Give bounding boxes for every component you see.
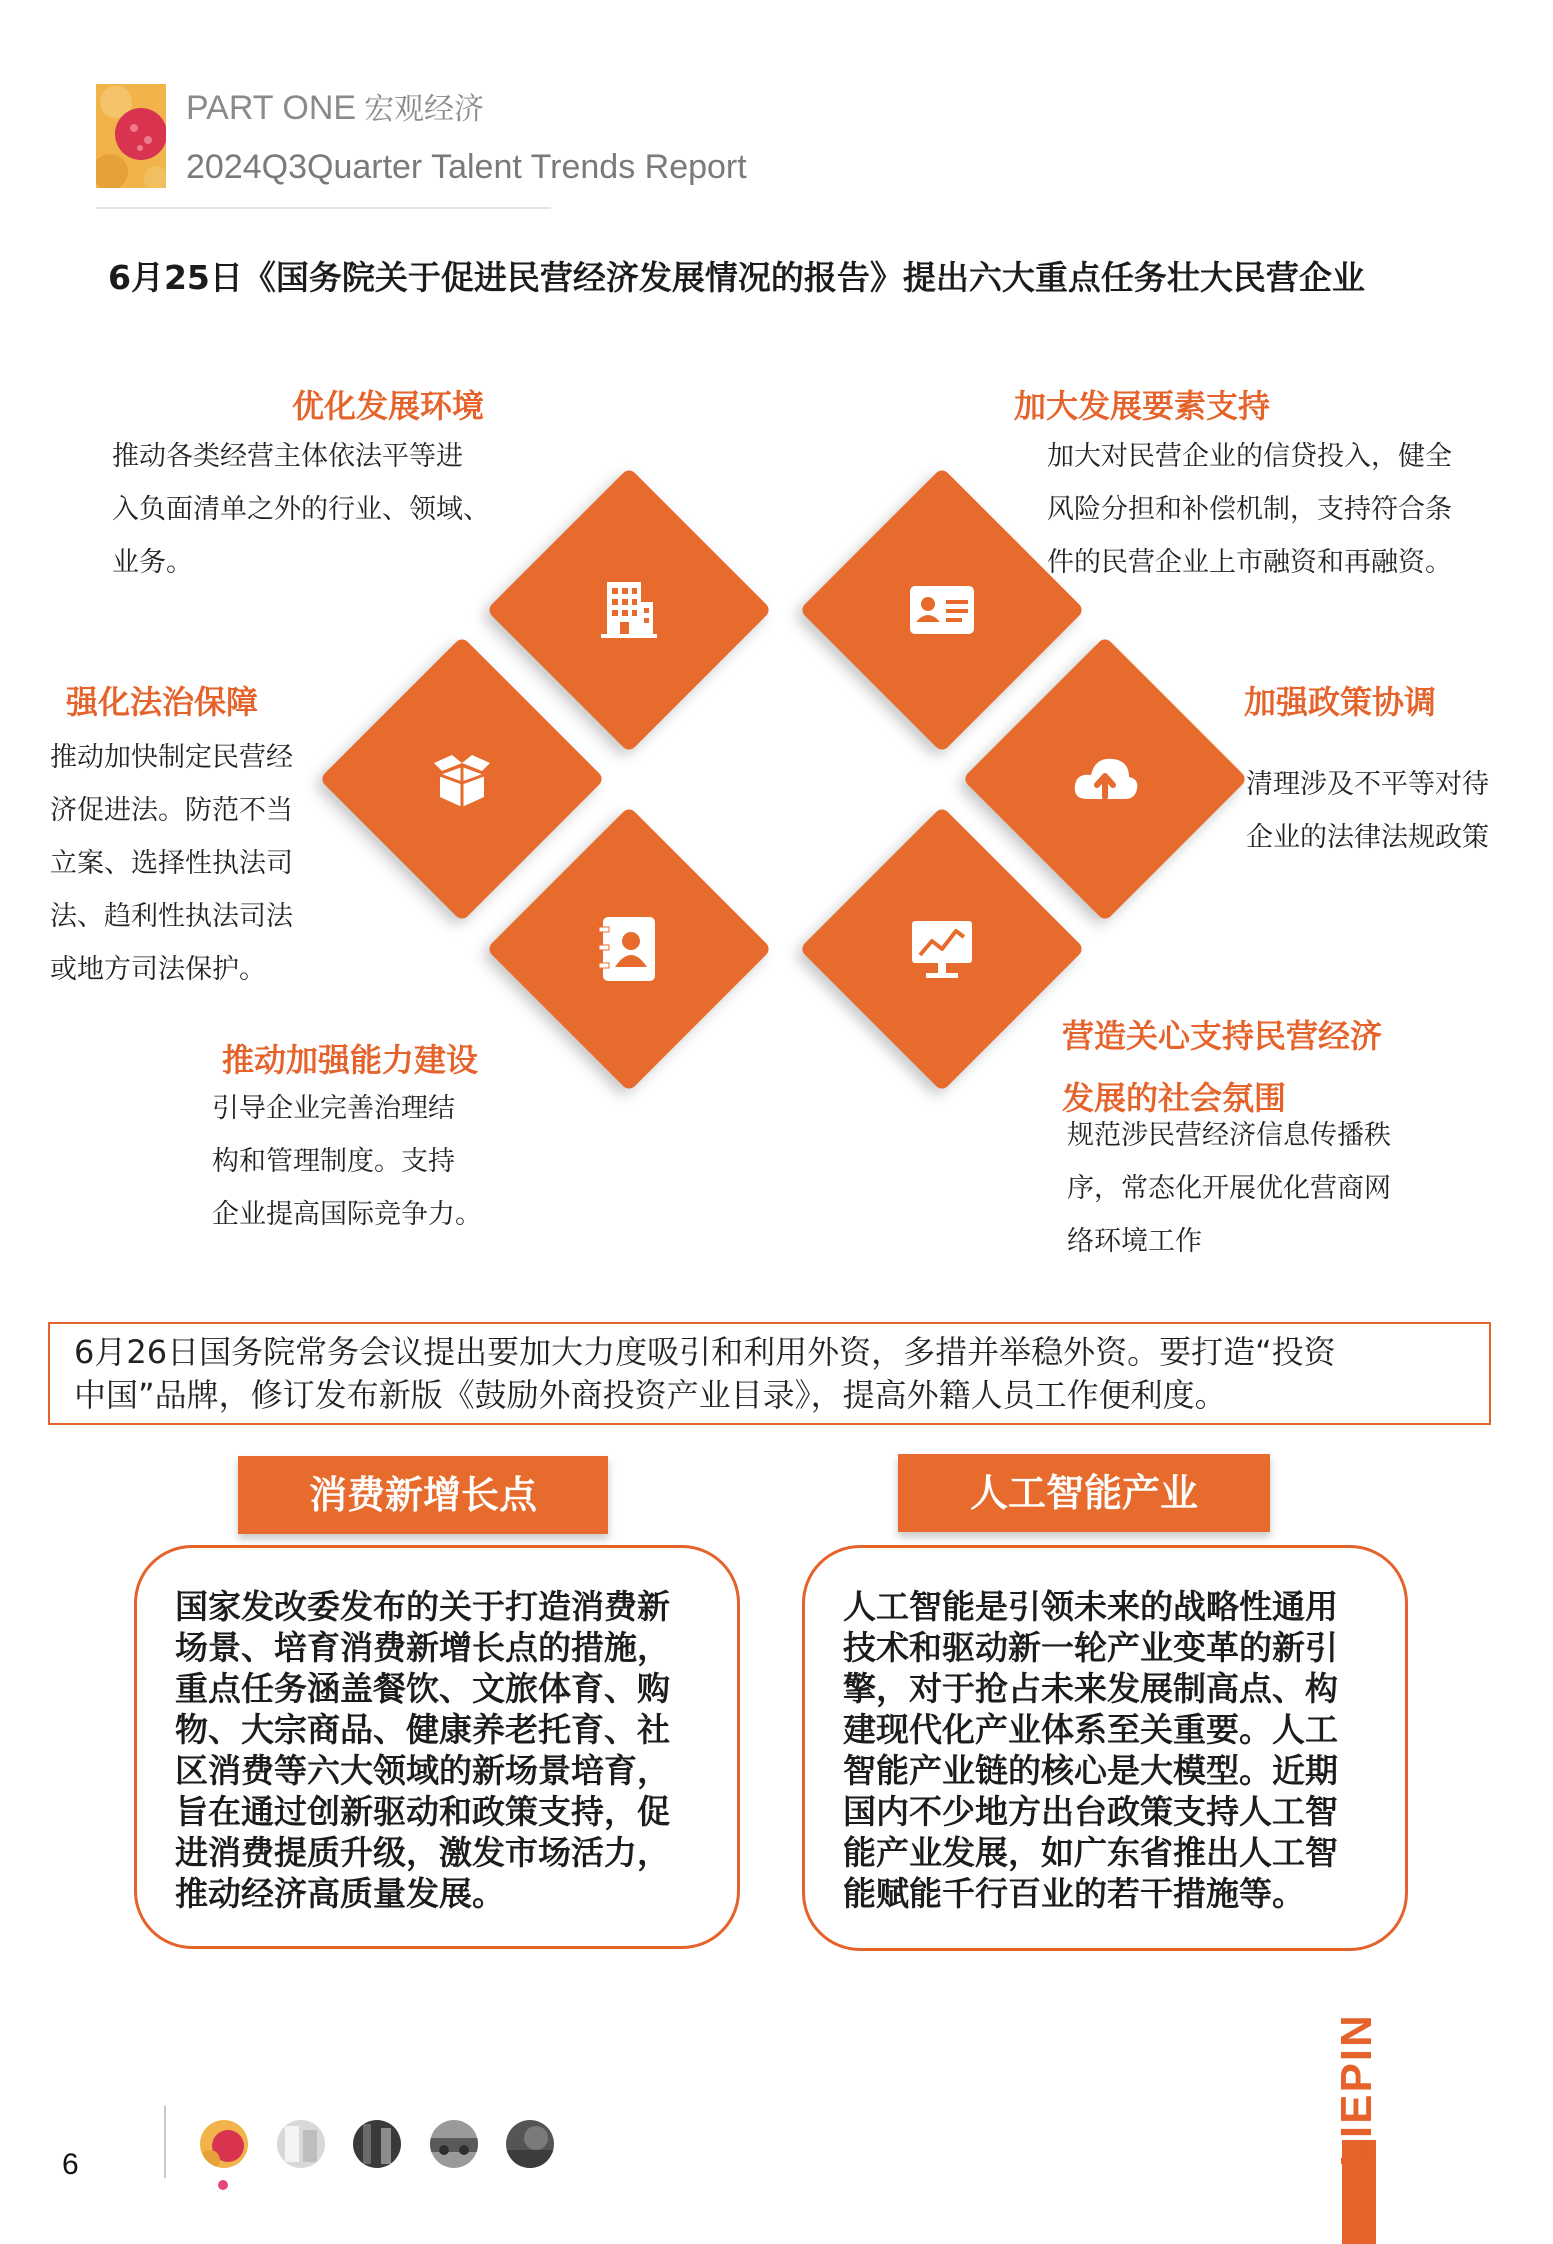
- item-optimize-title: 优化发展环境: [292, 387, 485, 425]
- ai-industry-card: 人工智能是引领未来的战略性通用 技术和驱动新一轮产业变革的新引 擎，对于抢占未来发展制高点、构 建现代化产业体系至关重要。人工 智能产业链的核心是大模型。近期 国内不少地方出台政策支持人工智 能产业发展，如广东省推出人工智 能赋能千行百业的若干措施等。: [802, 1545, 1408, 1951]
- open-box-icon: [426, 743, 498, 815]
- contact-book-icon: [593, 913, 665, 985]
- item-policy-body: 清理涉及不平等对待 企业的法律法规政策: [1246, 769, 1489, 853]
- id-card-icon: [906, 574, 978, 646]
- item-policy-title: 加强政策协调: [1244, 683, 1437, 721]
- item-atmosphere-body: 规范涉民营经济信息传播秩 序，常态化开展优化营商网 络环境工作: [1067, 1120, 1391, 1257]
- item-atmosphere-title: 营造关心支持民营经济 发展的社会氛围: [1062, 1017, 1383, 1117]
- brand-logo: LIEPIN: [1332, 2013, 1381, 2167]
- nav-thumb-5[interactable]: [506, 2120, 554, 2168]
- ai-industry-tab: 人工智能产业: [898, 1454, 1270, 1532]
- header-divider: [96, 207, 551, 209]
- consumption-card: 国家发改委发布的关于打造消费新 场景、培育消费新增长点的措施， 重点任务涵盖餐饮、文旅体育、购 物、大宗商品、健康养老托育、社 区消费等六大领域的新场景培育， 旨在通过创新驱动和政策支持，促 进消费提质升级，激发市场活力， 推动经济高质量发展。: [134, 1545, 740, 1949]
- consumption-tab: 消费新增长点: [238, 1456, 608, 1534]
- section-label: PART ONE 宏观经济: [186, 89, 485, 127]
- nav-thumb-macro[interactable]: [200, 2120, 248, 2168]
- item-factors-title: 加大发展要素支持: [1014, 387, 1271, 425]
- policy-notice-box: 6月26日国务院常务会议提出要加大力度吸引和利用外资，多措并举稳外资。要打造“投资 中国”品牌，修订发布新版《鼓励外商投资产业目录》，提高外籍人员工作便利度。: [48, 1322, 1491, 1425]
- item-capacity-title: 推动加强能力建设: [222, 1041, 479, 1079]
- item-capacity-body: 引导企业完善治理结 构和管理制度。支持 企业提高国际竞争力。: [212, 1093, 482, 1230]
- header-thumbnail-image: [96, 84, 166, 188]
- report-subtitle: 2024Q3Quarter Talent Trends Report: [186, 148, 747, 186]
- footer-divider: [164, 2106, 166, 2178]
- item-law-title: 强化法治保障: [66, 683, 259, 721]
- item-optimize-body: 推动各类经营主体依法平等进 入负面清单之外的行业、领域、 业务。: [112, 441, 490, 578]
- page-number: 6: [62, 2148, 79, 2181]
- nav-thumb-2[interactable]: [277, 2120, 325, 2168]
- nav-thumb-3[interactable]: [353, 2120, 401, 2168]
- page-title: 6月25日《国务院关于促进民营经济发展情况的报告》提出六大重点任务壮大民营企业: [108, 258, 1365, 297]
- item-law-body: 推动加快制定民营经 济促进法。防范不当 立案、选择性执法司 法、趋利性执法司法 或地方司法保护。: [50, 742, 293, 985]
- nav-thumb-4[interactable]: [430, 2120, 478, 2168]
- chart-monitor-icon: [906, 913, 978, 985]
- item-factors-body: 加大对民营企业的信贷投入，健全 风险分担和补偿机制，支持符合条 件的民营企业上市融资和再融资。: [1047, 441, 1452, 578]
- active-page-indicator: [218, 2180, 228, 2190]
- cloud-upload-icon: [1069, 743, 1141, 815]
- building-icon: [593, 574, 665, 646]
